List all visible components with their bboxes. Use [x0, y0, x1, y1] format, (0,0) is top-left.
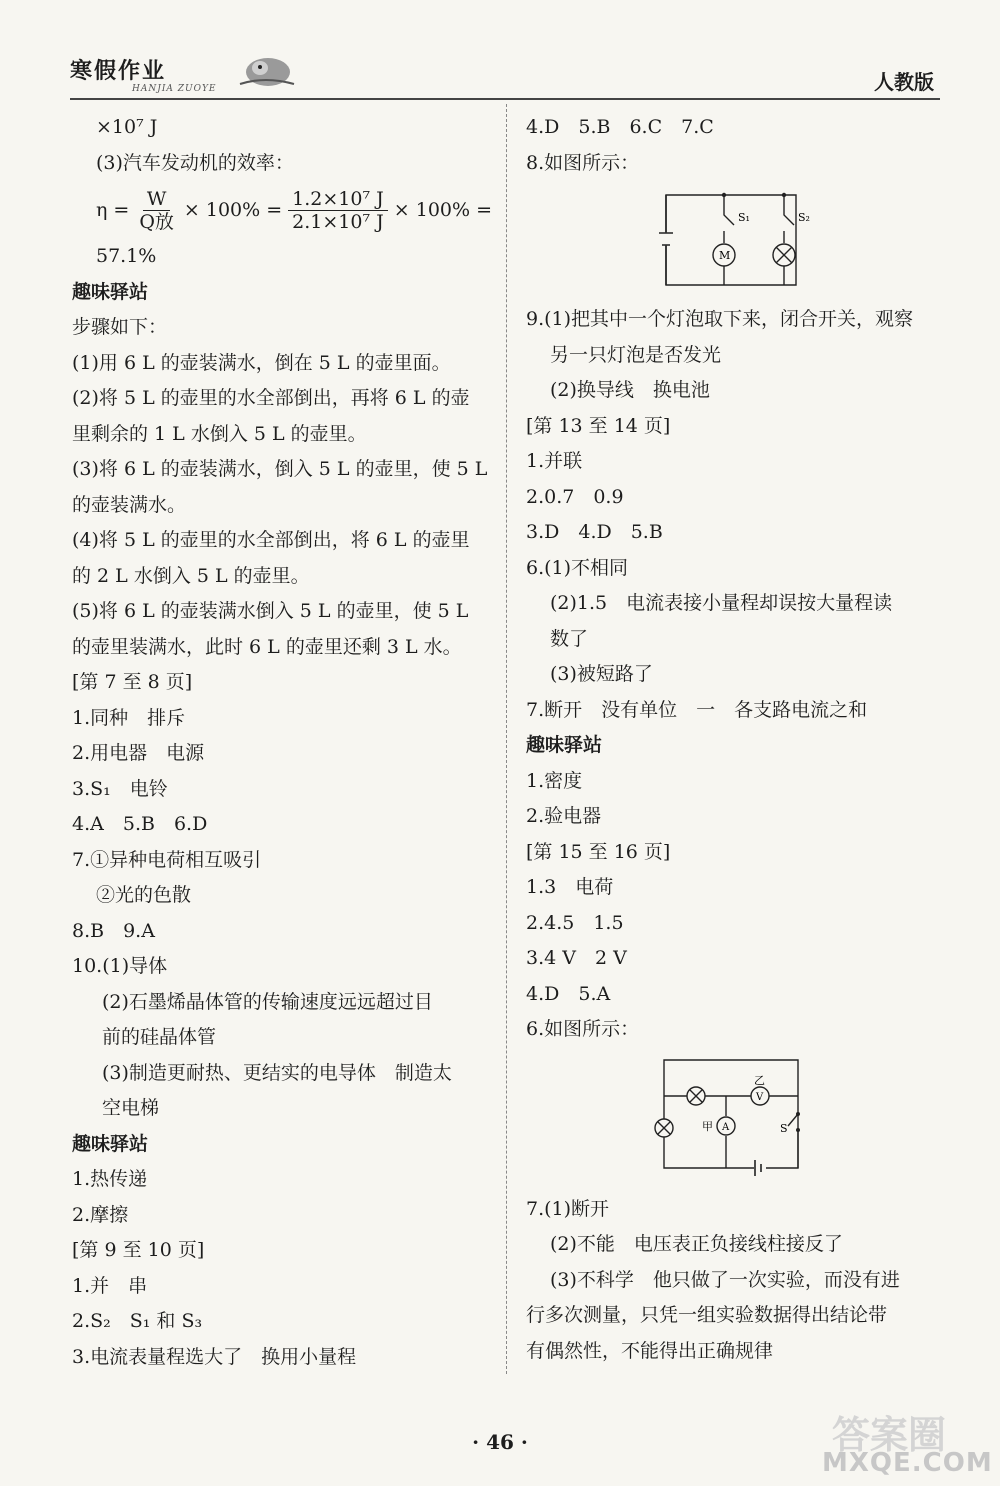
meter-yi-label: 乙 [754, 1073, 765, 1087]
switch-s-label: S [780, 1121, 788, 1135]
text-line: 3.电流表量程选大了 换用小量程 [72, 1345, 357, 1368]
text-line: 有偶然性，不能得出正确规律 [526, 1339, 774, 1362]
text-line: 2.摩擦 [72, 1203, 129, 1226]
text-line: (2)石墨烯晶体管的传输速度远远超过目 [102, 990, 433, 1013]
text-line: (3)被短路了 [550, 663, 653, 685]
text-line: 步骤如下： [72, 316, 168, 338]
text-line: (1)用 6 L 的壶装满水，倒在 5 L 的壶里面。 [72, 351, 451, 374]
text-line: 1.并联 [526, 450, 583, 472]
text-line: 行多次测量，只凭一组实验数据得出结论带 [526, 1304, 888, 1326]
mascot-icon [230, 50, 300, 90]
text-line: ×10⁷ J [96, 116, 158, 138]
circuit-diagram-ammeter-voltmeter [656, 1054, 806, 1182]
fraction-numerator: 1.2×10⁷ J [288, 188, 388, 211]
text-line: 的壶里装满水，此时 6 L 的壶里还剩 3 L 水。 [72, 635, 462, 658]
fraction-denominator: 2.1×10⁷ J [292, 210, 384, 233]
text-line: 空电梯 [102, 1097, 160, 1119]
formula-times: × 100% = [393, 199, 493, 221]
text-line: 另一只灯泡是否发光 [550, 343, 722, 366]
text-line: 10.(1)导体 [72, 955, 168, 977]
switch-s1-label: S₁ [738, 211, 750, 224]
text-line: 7.(1)断开 [526, 1197, 610, 1220]
fraction-values [288, 188, 388, 233]
text-line: 1.3 电荷 [526, 876, 614, 898]
motor-label: M [719, 249, 731, 262]
text-line: 4.D 5.B 6.C 7.C [526, 116, 714, 138]
text-line: 6.如图所示： [526, 1018, 640, 1040]
edition-label: 人教版 [874, 70, 934, 94]
text-line: 2.S₂ S₁ 和 S₃ [72, 1310, 203, 1332]
text-line: 3.4 V 2 V [526, 947, 627, 969]
text-line: 前的硅晶体管 [102, 1026, 217, 1048]
text-line: (3)汽车发动机的效率： [96, 151, 294, 174]
page-range-heading: [第 13 至 14 页] [526, 414, 671, 437]
section-heading: 趣味驿站 [72, 280, 149, 303]
watermark-url: MXQE.COM [822, 1448, 993, 1478]
text-line: 9.(1)把其中一个灯泡取下来，闭合开关，观察 [526, 308, 914, 330]
text-line: 8.如图所示： [526, 151, 640, 174]
text-line: 的 2 L 水倒入 5 L 的壶里。 [72, 564, 310, 587]
column-divider [506, 104, 507, 1374]
text-line: 1.密度 [526, 769, 583, 792]
left-column [72, 110, 492, 1375]
text-line: 2.验电器 [526, 805, 602, 827]
section-heading: 趣味驿站 [526, 734, 603, 756]
fraction-denominator: Q放 [139, 210, 174, 233]
page-range-heading: [第 7 至 8 页] [72, 671, 193, 693]
right-column [526, 110, 946, 1369]
text-line: 里剩余的 1 L 水倒入 5 L 的壶里。 [72, 422, 367, 445]
watermark [822, 1400, 992, 1480]
formula-times: × 100% = [183, 199, 283, 221]
text-line: 7.断开 没有单位 一 各支路电流之和 [526, 698, 868, 721]
section-heading: 趣味驿站 [72, 1132, 149, 1155]
text-line: (2)换导线 换电池 [550, 379, 710, 401]
text-line: 1.并 串 [72, 1274, 148, 1297]
text-line: 2.4.5 1.5 [526, 911, 624, 934]
meter-jia-label: 甲 [702, 1119, 713, 1133]
text-line: 2.0.7 0.9 [526, 485, 624, 508]
text-line: 8.B 9.A [72, 919, 155, 942]
text-line: (2)将 5 L 的壶里的水全部倒出，再将 6 L 的壶 [72, 387, 470, 409]
text-line: (3)将 6 L 的壶装满水，倒入 5 L 的壶里，使 5 L [72, 458, 488, 480]
voltmeter-label: V [756, 1091, 764, 1103]
fraction-numerator: W [143, 188, 171, 211]
header-title: 寒假作业 [70, 58, 167, 84]
page-range-heading: [第 15 至 16 页] [526, 840, 671, 863]
text-line: 6.(1)不相同 [526, 556, 629, 579]
text-line: 2.用电器 电源 [72, 742, 205, 764]
text-line: 7.①异种电荷相互吸引 [72, 848, 262, 871]
text-line: 3.S₁ 电铃 [72, 777, 168, 800]
header-subtitle: HANJIA ZUOYE [132, 84, 217, 94]
text-line: 3.D 4.D 5.B [526, 521, 663, 543]
text-line: 数了 [550, 627, 589, 650]
circuit-diagram-motor-lamp [656, 187, 810, 292]
formula-eta: η = [96, 199, 130, 221]
text-line: 1.热传递 [72, 1168, 148, 1190]
text-line: 4.A 5.B 6.D [72, 813, 208, 835]
text-line: (2)1.5 电流表接小量程却误按大量程读 [550, 592, 893, 614]
text-line: 4.D 5.A [526, 982, 611, 1005]
watermark-logo: 答案圈 [832, 1413, 947, 1457]
ammeter-label: A [722, 1121, 730, 1133]
text-line: 1.同种 排斥 [72, 706, 186, 729]
page-range-heading: [第 9 至 10 页] [72, 1239, 205, 1261]
text-line: (3)制造更耐热、更结实的电导体 制造太 [102, 1061, 452, 1084]
text-line: (3)不科学 他只做了一次实验，而没有进 [550, 1268, 900, 1291]
text-line: (2)不能 电压表正负接线柱接反了 [550, 1233, 843, 1255]
text-line: 的壶装满水。 [72, 493, 187, 516]
text-line: ②光的色散 [96, 884, 192, 906]
efficiency-formula [72, 181, 492, 239]
page-number: · 46 · [472, 1430, 528, 1454]
switch-s2-label: S₂ [798, 211, 810, 224]
page-header [70, 48, 940, 100]
fraction-w-q [135, 188, 178, 233]
text-line: (5)将 6 L 的壶装满水倒入 5 L 的壶里，使 5 L [72, 600, 469, 622]
text-line: 57.1% [96, 245, 157, 267]
text-line: (4)将 5 L 的壶里的水全部倒出，将 6 L 的壶里 [72, 529, 470, 551]
